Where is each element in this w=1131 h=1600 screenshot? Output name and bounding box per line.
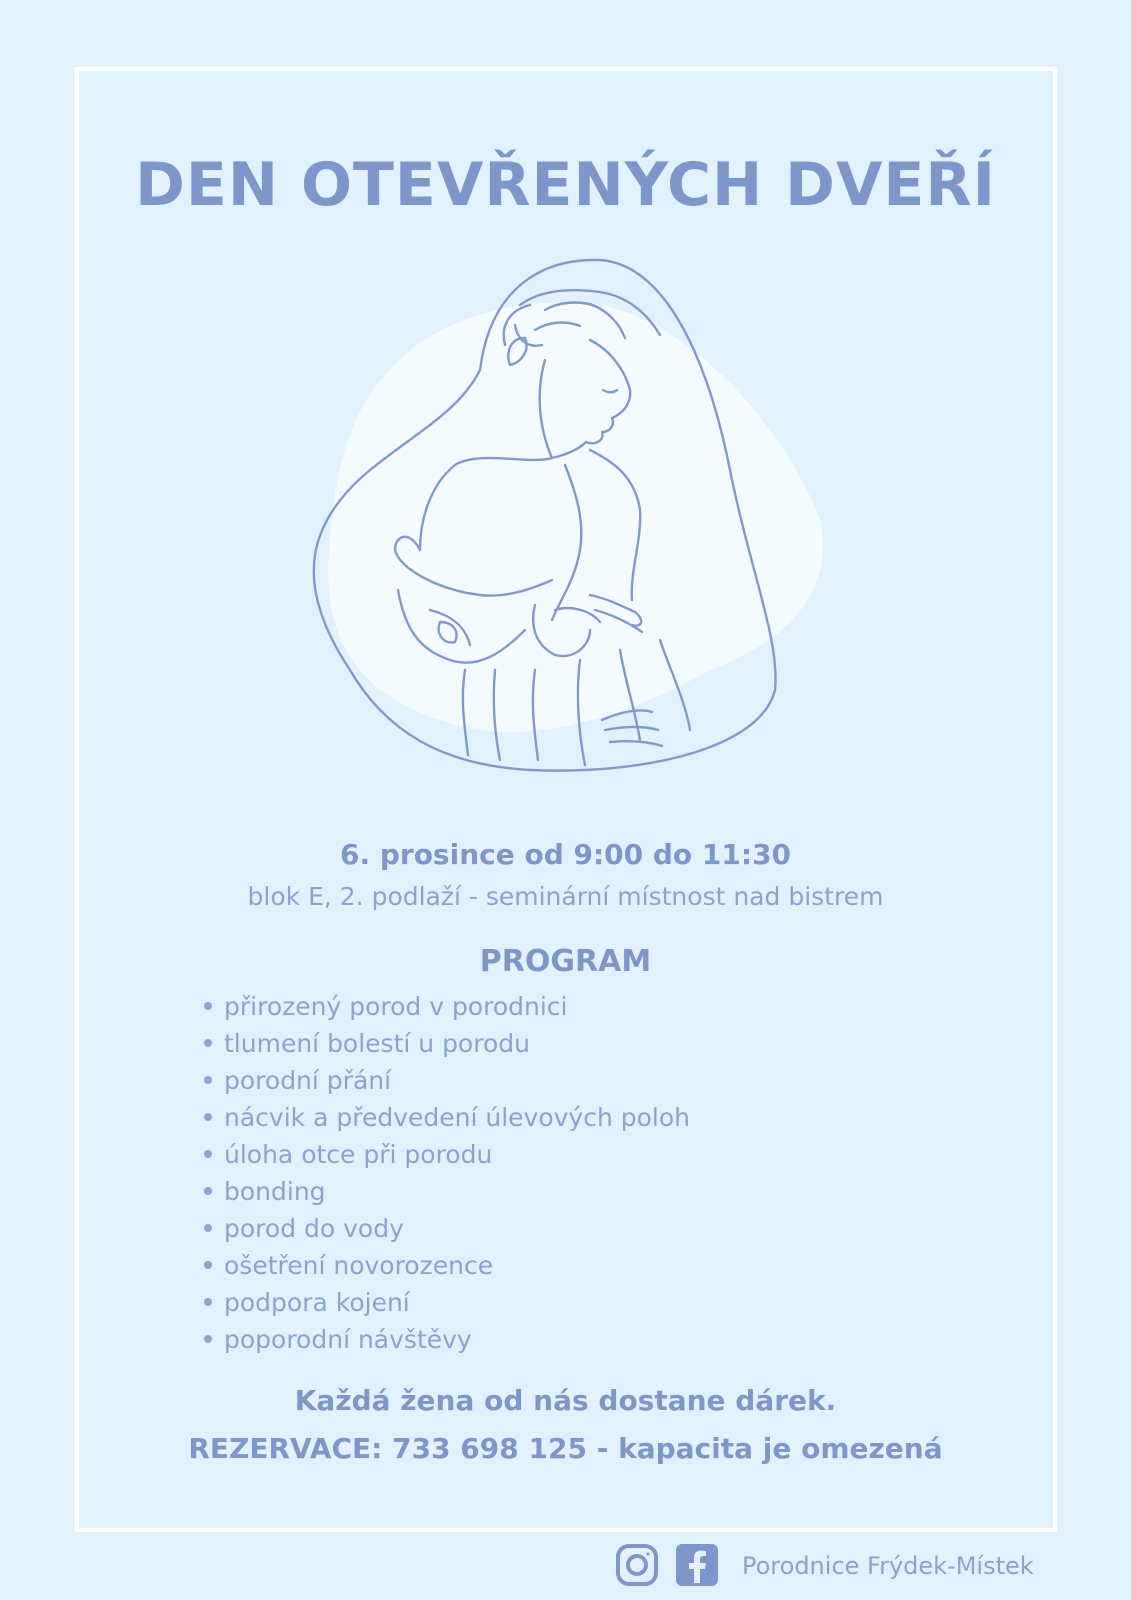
list-item: tlumení bolestí u porodu: [204, 1025, 690, 1062]
list-item: poporodní návštěvy: [204, 1321, 690, 1358]
list-item: podpora kojení: [204, 1284, 690, 1321]
list-item: ošetření novorozence: [204, 1247, 690, 1284]
organization-name: Porodnice Frýdek-Místek: [742, 1552, 1034, 1580]
list-item: nácvik a předvedení úlevových poloh: [204, 1099, 690, 1136]
program-heading: PROGRAM: [479, 944, 652, 979]
list-item: porodní přání: [204, 1062, 690, 1099]
list-item: porod do vody: [204, 1210, 690, 1247]
gift-note: Každá žena od nás dostane dárek.: [294, 1384, 837, 1417]
social-icons: [615, 1543, 719, 1587]
list-item: bonding: [204, 1173, 690, 1210]
program-list: [204, 988, 690, 1358]
event-location: blok E, 2. podlaží - seminární místnost nad bistrem: [247, 882, 884, 911]
list-item: přirozený porod v porodnici: [204, 988, 690, 1025]
mother-illustration: [290, 250, 850, 800]
instagram-icon[interactable]: [615, 1543, 659, 1587]
list-item: úloha otce při porodu: [204, 1136, 690, 1173]
event-date: 6. prosince od 9:00 do 11:30: [339, 838, 792, 871]
poster-title: DEN OTEVŘENÝCH DVEŘÍ: [135, 150, 996, 220]
facebook-icon[interactable]: [675, 1543, 719, 1587]
reservation-info: REZERVACE: 733 698 125 - kapacita je omezená: [188, 1432, 943, 1465]
